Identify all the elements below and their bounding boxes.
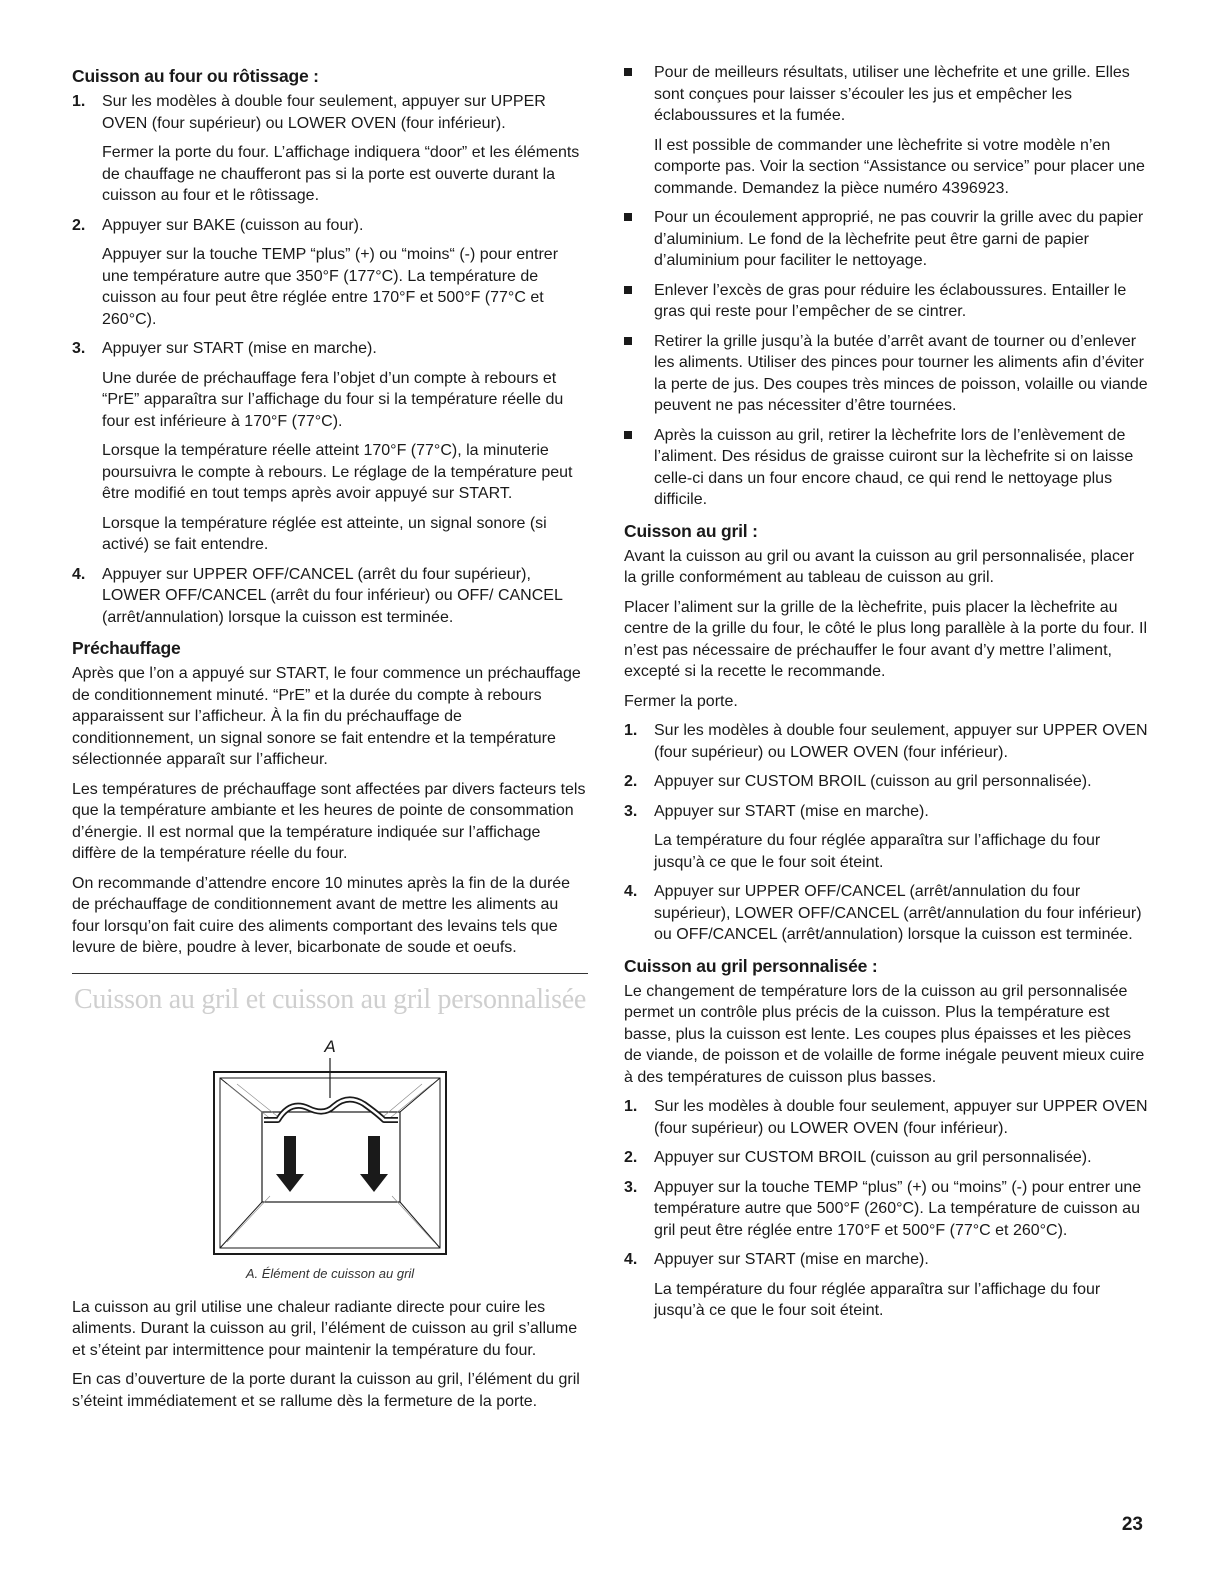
broil-steps <box>624 720 1148 946</box>
step-text: Lorsque la température réelle atteint 170°F (77°C), la minuterie poursuivra le compte à rebours. Le réglage de la température peut être modifié en tout temps après avoir appuyé sur START. <box>102 442 573 502</box>
bullet-text: Retirer la grille jusqu’à la butée d’arrêt avant de tourner ou d’enlever les aliments. Utiliser des pinces pour tourner les aliments afin d’éviter la perte de jus. Des coupes très minces de poisson, volaille ou viande peuvent ne pas nécessiter d’être tournées. <box>654 332 1148 414</box>
figure-label: A <box>324 1036 336 1056</box>
broil-element-diagram <box>72 1028 588 1258</box>
step-text: Sur les modèles à double four seulement, appuyer sur UPPER OVEN (four supérieur) ou LOWER OVEN (four inférieur). <box>102 93 546 132</box>
step-number: 2. <box>624 773 638 790</box>
paragraph: En cas d’ouverture de la porte durant la cuisson au gril, l’élément du gril s’éteint immédiatement et se rallume dès la fermeture de la porte. <box>72 1371 580 1410</box>
list-item <box>624 280 1148 323</box>
list-item <box>72 564 588 629</box>
step-number: 3. <box>624 802 638 820</box>
list-item <box>624 425 1148 511</box>
heading-preheat: Préchauffage <box>72 638 181 658</box>
bullet-icon <box>624 68 632 76</box>
list-item <box>624 1096 1148 1139</box>
step-text: Sur les modèles à double four seulement, appuyer sur UPPER OVEN (four supérieur) ou LOWER OVEN (four inférieur). <box>654 1098 1148 1137</box>
step-text: Appuyer sur CUSTOM BROIL (cuisson au gril personnalisée). <box>654 1149 1092 1166</box>
right-column <box>624 62 1148 1330</box>
broil-tips <box>624 62 1148 511</box>
step-text: Sur les modèles à double four seulement, appuyer sur UPPER OVEN (four supérieur) ou LOWER OVEN (four inférieur). <box>654 722 1148 761</box>
custom-broil-intro: Le changement de température lors de la cuisson au gril personnalisée permet un contrôle plus précis de la cuisson. Plus la température est basse, plus la cuisson est lente. Les coupes plus épaisses et les pièces de viande, de poisson et de volaille de forme inégale peuvent mieux cuire à des températures de cuisson plus basses. <box>624 982 1145 1086</box>
bullet-text: Pour un écoulement approprié, ne pas couvrir la grille avec du papier d’aluminium. Le fond de la lèchefrite peut être garni de papier d’aluminium pour faciliter le nettoyage. <box>654 209 1144 269</box>
bullet-icon <box>624 431 632 439</box>
heat-arrow-icon <box>276 1136 304 1192</box>
bullet-icon <box>624 286 632 294</box>
broil-intro <box>624 546 1148 713</box>
left-column <box>72 62 588 1420</box>
step-number: 3. <box>624 1178 638 1196</box>
step-number: 2. <box>624 1149 638 1166</box>
list-item <box>624 62 1148 199</box>
bullet-text: Pour de meilleurs résultats, utiliser une lèchefrite et une grille. Elles sont conçues pour laisser s’écouler les jus et empêcher les éclaboussures et la fumée. <box>654 64 1130 124</box>
paragraph: La cuisson au gril utilise une chaleur radiante directe pour cuire les aliments. Durant la cuisson au gril, l’élément de cuisson au gril s’allume et s’éteint par intermittence pour maintenir la température du four. <box>72 1298 578 1359</box>
bullet-text: Il est possible de commander une lèchefrite si votre modèle n’en comporte pas. Voir la section “Assistance ou service” pour placer une commande. Demandez la pièce numéro 4396923. <box>654 136 1145 197</box>
step-text: Appuyer sur START (mise en marche). <box>654 802 929 820</box>
bullet-text: Après la cuisson au gril, retirer la lèchefrite lors de l’enlèvement de l’aliment. Des résidus de graisse cuiront sur la lèchefrite si on laisse celle-ci dans un four encore chaud, ce qui rend le nettoyage plus difficile. <box>654 426 1134 508</box>
heading-broil: Cuisson au gril : <box>624 520 758 541</box>
step-number: 1. <box>624 722 638 739</box>
step-text: Appuyer sur START (mise en marche). <box>102 340 377 357</box>
list-item <box>624 1249 1148 1322</box>
section-divider <box>72 973 588 974</box>
preheat-paragraphs <box>72 663 588 959</box>
step-number: 2. <box>72 216 86 234</box>
custom-broil-steps <box>624 1096 1148 1322</box>
step-number: 3. <box>72 340 86 357</box>
heading-bake: Cuisson au four ou rôtissage : <box>72 66 319 86</box>
list-item <box>624 1177 1148 1242</box>
paragraph: Placer l’aliment sur la grille de la lèchefrite, puis placer la lèchefrite au centre de la grille du four, le côté le plus long parallèle à la porte du four. Il n’est pas nécessaire de préchauffer le four avant d’y mettre l’aliment, excepté si la recette le recommande. <box>624 598 1147 680</box>
figure-caption: A. Élément de cuisson au gril <box>245 1265 415 1281</box>
list-item <box>624 1147 1148 1169</box>
step-text: Appuyer sur la touche TEMP “plus” (+) ou “moins“ (-) pour entrer une température autre que 350°F (177°C). La température de cuisson au four peut être réglée entre 170°F et 500°F (77°C et 260°C). <box>102 246 559 328</box>
step-text: Appuyer sur BAKE (cuisson au four). <box>102 216 364 234</box>
step-number: 4. <box>624 883 638 900</box>
step-text: Appuyer sur CUSTOM BROIL (cuisson au gril personnalisée). <box>654 773 1092 790</box>
step-text: Appuyer sur UPPER OFF/CANCEL (arrêt/annulation du four supérieur), LOWER OFF/CANCEL (arrêt/annulation du four inférieur) ou OFF/CANCEL (arrêt/annulation) lorsque la cuisson est terminée. <box>654 883 1142 943</box>
list-item <box>72 215 588 331</box>
list-item <box>624 720 1148 763</box>
step-text: La température du four réglée apparaîtra sur l’affichage du four jusqu’à ce que le four soit éteint. <box>654 1280 1101 1319</box>
heading-custom-broil: Cuisson au gril personnalisée : <box>624 955 878 976</box>
paragraph: On recommande d’attendre encore 10 minutes après la fin de la durée de préchauffage de conditionnement avant de mettre les aliments au four lorsqu’on fait cuire des aliments comportant des levains tels que levure de bière, poudre à lever, bicarbonate de soude et oeufs. <box>72 874 571 956</box>
step-text: Lorsque la température réglée est atteinte, un signal sonore (si activé) se fait entendre. <box>102 514 547 553</box>
list-item <box>624 881 1148 946</box>
step-text: Fermer la porte du four. L’affichage indiquera “door” et les éléments de chauffage ne chaufferont pas si la porte est ouverte durant la cuisson au four et le rôtissage. <box>102 144 580 204</box>
page-number: 23 <box>1121 1514 1143 1535</box>
list-item <box>624 771 1148 793</box>
broil-element-figure <box>72 1028 588 1258</box>
step-number: 1. <box>72 93 86 110</box>
paragraph: Avant la cuisson au gril ou avant la cuisson au gril personnalisée, placer la grille conformément au tableau de cuisson au gril. <box>624 547 1135 586</box>
paragraph: Après que l’on a appuyé sur START, le four commence un préchauffage de conditionnement minuté. “PrE” et la durée du compte à rebours apparaissent sur l’afficheur. À la fin du préchauffage de conditionnement, un signal sonore se fait entendre et la température sélectionnée apparaît sur l’afficheur. <box>72 665 581 768</box>
bullet-text: Enlever l’excès de gras pour réduire les éclaboussures. Entailler le gras qui reste pour l’empêcher de se cintrer. <box>654 281 1127 320</box>
bullet-icon <box>624 213 632 221</box>
step-text: Appuyer sur la touche TEMP “plus” (+) ou “moins” (-) pour entrer une température autre que 500°F (260°C). La température de cuisson au gril peut être réglée entre 170°F et 500°F (77°C et 260°C). <box>654 1178 1142 1239</box>
step-text: Appuyer sur UPPER OFF/CANCEL (arrêt du four supérieur), LOWER OFF/CANCEL (arrêt du four inférieur) ou OFF/ CANCEL (arrêt/annulation) lorsque la cuisson est terminée. <box>102 565 563 626</box>
paragraph: Fermer la porte. <box>624 692 738 710</box>
bake-steps <box>72 91 588 628</box>
step-text: La température du four réglée apparaîtra sur l’affichage du four jusqu’à ce que le four soit éteint. <box>654 832 1101 871</box>
list-item <box>624 801 1148 874</box>
paragraph: Les températures de préchauffage sont affectées par divers facteurs tels que la température ambiante et les heures de pointe de consommation d’énergie. Il est normal que la température indiquée sur l’affichage diffère de la température réelle du four. <box>72 780 586 862</box>
list-item <box>72 91 588 207</box>
heat-arrow-icon <box>360 1136 388 1192</box>
step-number: 4. <box>624 1251 638 1268</box>
step-number: 1. <box>624 1098 638 1115</box>
bullet-icon <box>624 337 632 345</box>
list-item <box>72 338 588 556</box>
step-text: Appuyer sur START (mise en marche). <box>654 1251 929 1268</box>
step-number: 4. <box>72 565 86 583</box>
step-text: Une durée de préchauffage fera l’objet d’un compte à rebours et “PrE” apparaîtra sur l’affichage du four si la température réelle du four est inférieure à 170°F (77°C). <box>102 369 564 430</box>
broil-paragraphs <box>72 1297 588 1413</box>
list-item <box>624 207 1148 272</box>
section-title: Cuisson au gril et cuisson au gril personnalisée <box>73 983 587 1015</box>
list-item <box>624 331 1148 417</box>
